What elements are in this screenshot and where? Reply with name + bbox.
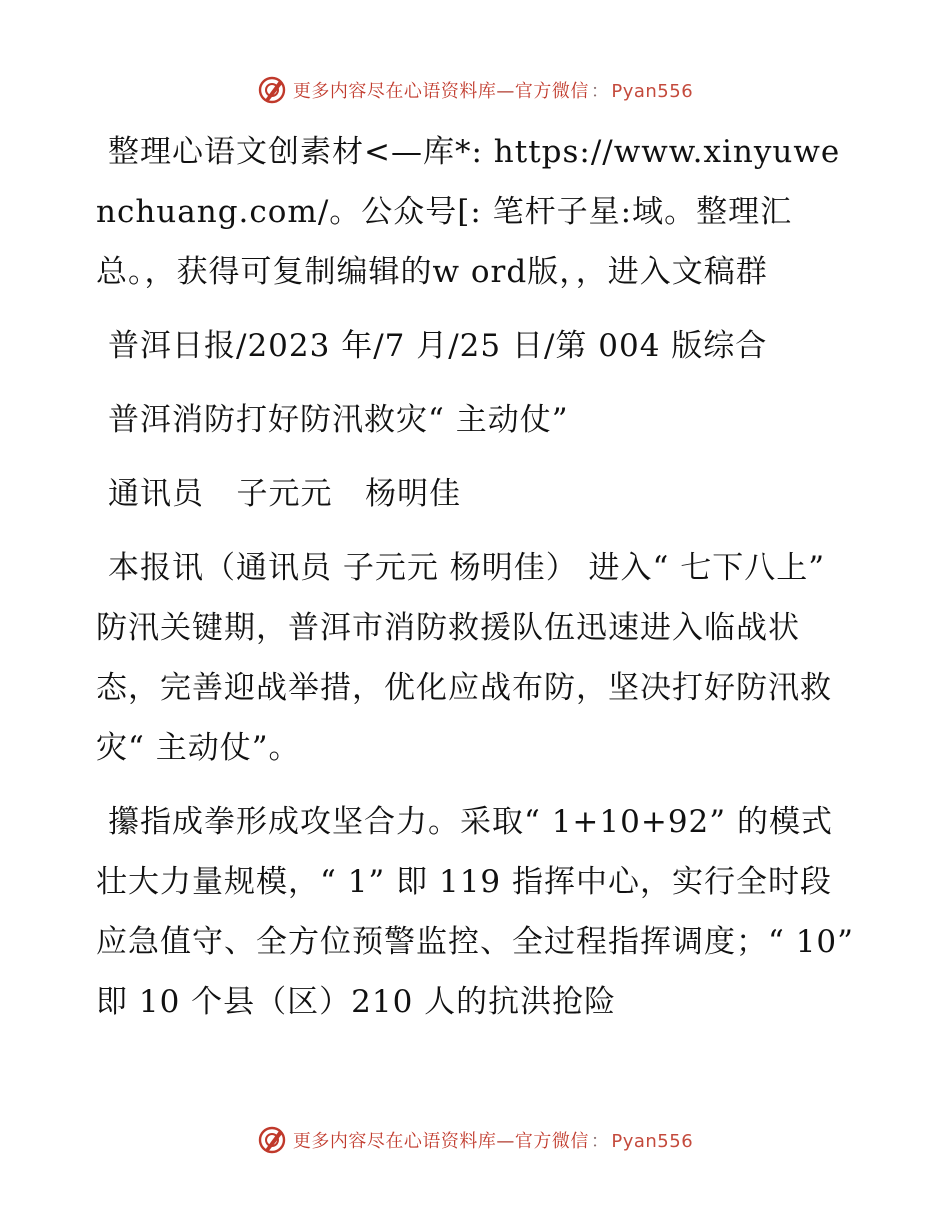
body-paragraph: 攥指成拳形成攻坚合力。采取“ 1+10+92” 的模式壮大力量规模，“ 1” 即 119 指挥中心，实行全时段应急值守、全方位预警监控、全过程指挥调度；“ 10” 即 10 个县（区）210 人的抗洪抢险 bbox=[96, 804, 865, 1020]
footer-banner bbox=[0, 1120, 950, 1160]
document-body bbox=[96, 122, 865, 1046]
banner-text: 更多内容尽在心语资料库—官方微信 ： Pyan556 bbox=[292, 81, 694, 102]
byline: 通讯员 子元元 杨明佳 bbox=[108, 476, 462, 512]
header-banner bbox=[0, 70, 950, 110]
banner-text: 更多内容尽在心语资料库—官方微信 ： Pyan556 bbox=[292, 1131, 694, 1152]
body-paragraph: 本报讯（通讯员 子元元 杨明佳） 进入“ 七下八上” 防汛关键期，普洱市消防救援队伍迅速进入临战状态，完善迎战举措，优化应战布防，坚决打好防汛救灾“ 主动仗”。 bbox=[96, 550, 836, 766]
publication-line: 普洱日报/2023 年/7 月/25 日/第 004 版综合 bbox=[108, 328, 768, 364]
pen-logo-icon bbox=[257, 1125, 287, 1155]
source-note: 整理心语文创素材<—库*: https://www.xinyuwenchuang.com/。公众号[: 笔杆子星:域。整理汇总。，获得可复制编辑的w ord版，，进入文稿群 bbox=[96, 134, 841, 290]
article-title: 普洱消防打好防汛救灾“ 主动仗” bbox=[108, 402, 569, 438]
pen-logo-icon bbox=[257, 75, 287, 105]
